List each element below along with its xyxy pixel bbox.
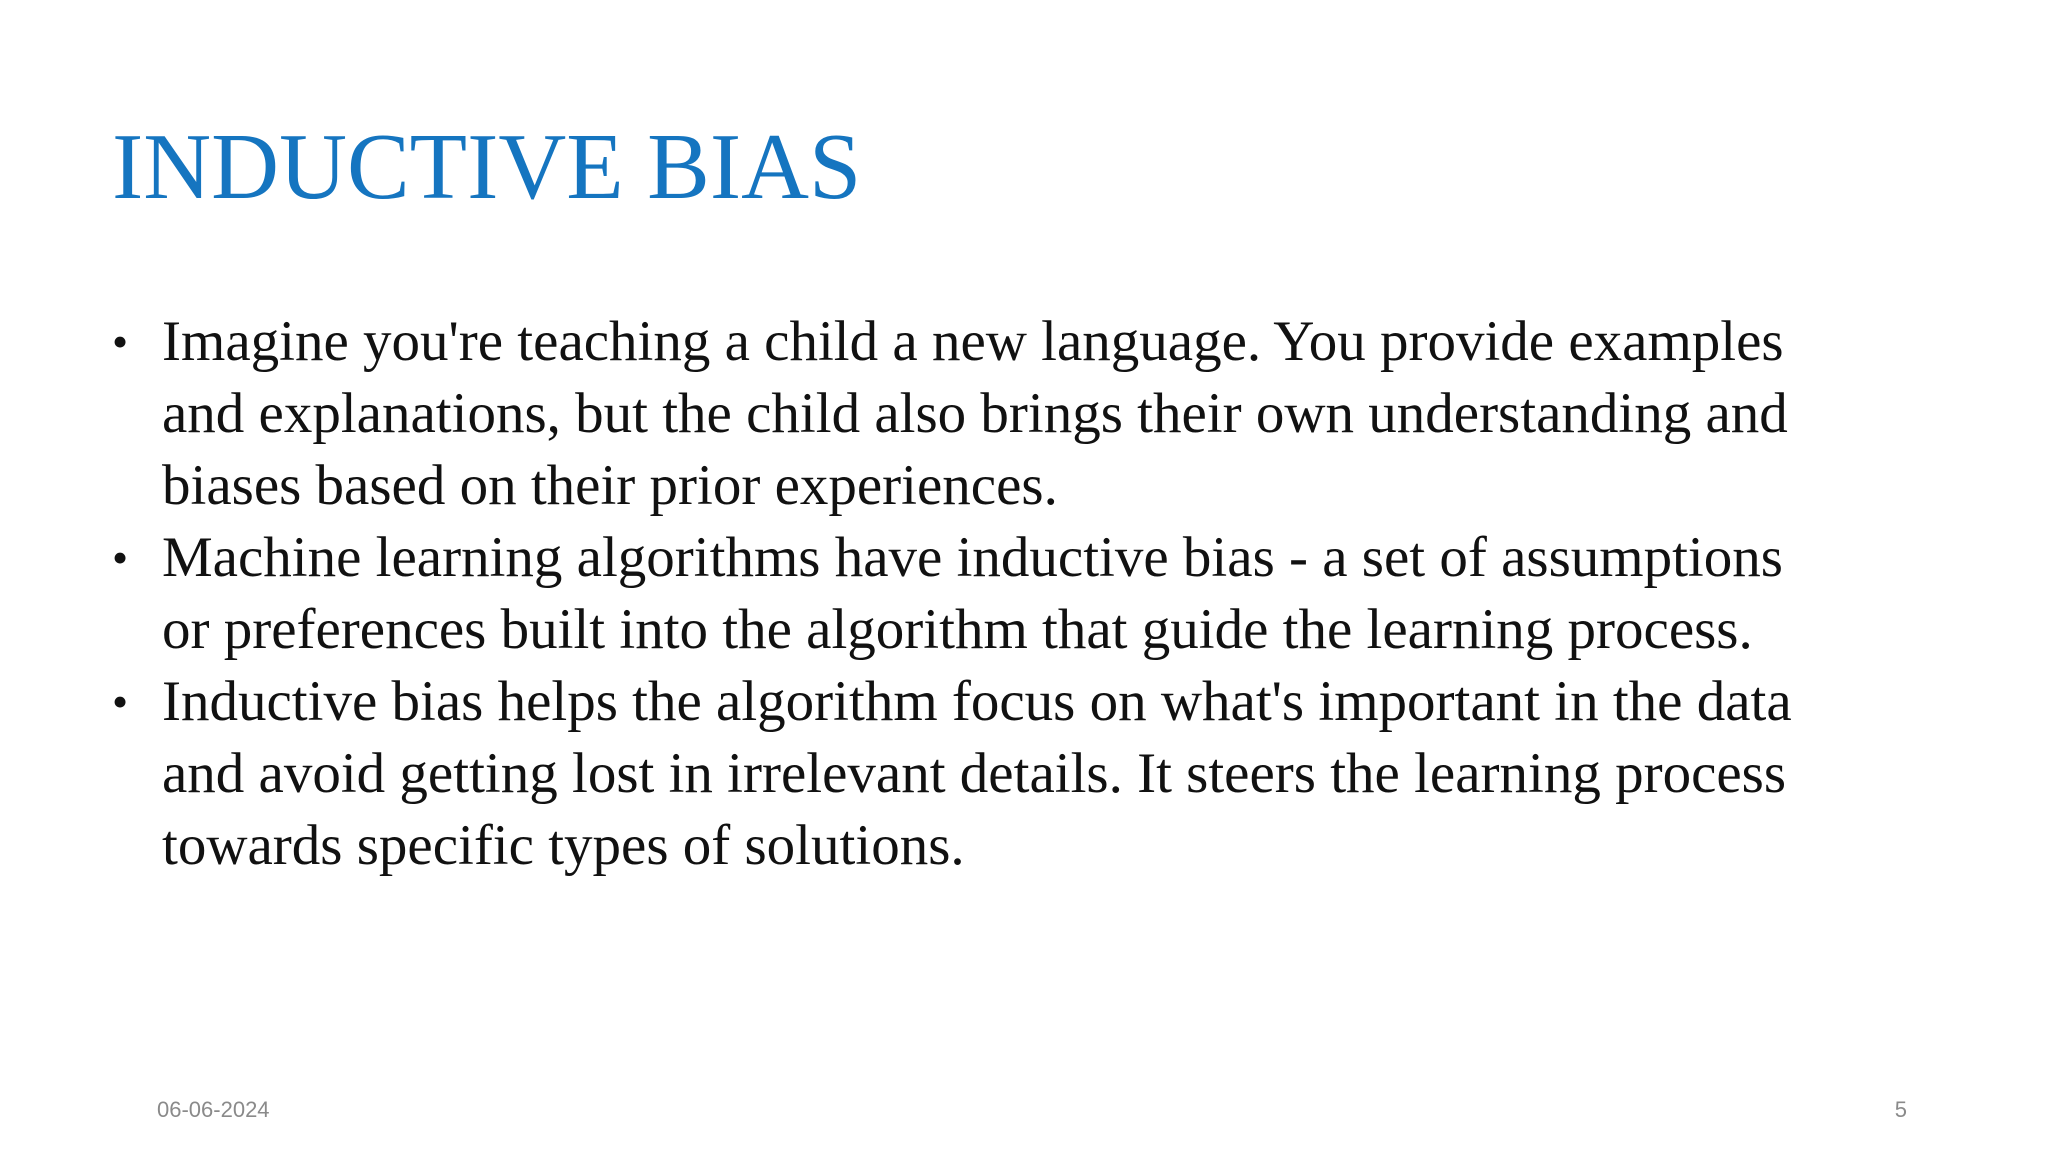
bullet-icon: • xyxy=(112,676,129,727)
bullet-line: biases based on their prior experiences. xyxy=(162,454,1058,517)
footer-date: 06-06-2024 xyxy=(157,1097,270,1122)
bullet-line: and avoid getting lost in irrelevant details. It steers the learning process xyxy=(162,742,1787,805)
bullet-line: or preferences built into the algorithm that guide the learning process. xyxy=(162,598,1753,661)
bullet-icon: • xyxy=(112,316,129,367)
bullet-item xyxy=(112,522,1912,666)
bullet-line: towards specific types of solutions. xyxy=(162,814,965,877)
bullet-line: Machine learning algorithms have inductive bias - a set of assumptions xyxy=(162,526,1783,589)
bullet-line: Inductive bias helps the algorithm focus on what's important in the data xyxy=(162,670,1792,733)
bullet-item xyxy=(112,666,1912,882)
bullet-item xyxy=(112,306,1912,522)
bullet-line: and explanations, but the child also brings their own understanding and xyxy=(162,382,1788,445)
bullet-line: Imagine you're teaching a child a new language. You provide examples xyxy=(162,310,1784,373)
footer-page-number: 5 xyxy=(1894,1097,1907,1122)
bullet-list xyxy=(112,306,1912,882)
bullet-icon: • xyxy=(112,532,129,583)
slide-title: INDUCTIVE BIAS xyxy=(112,115,862,219)
